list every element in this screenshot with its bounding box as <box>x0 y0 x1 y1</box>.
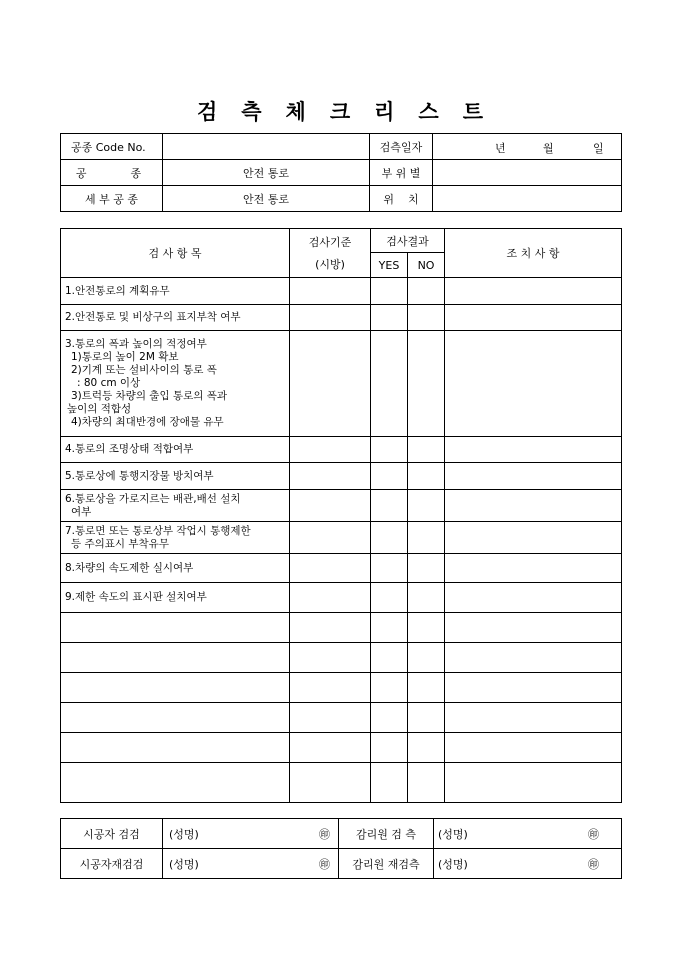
yes-cell[interactable] <box>371 305 408 331</box>
yes-cell[interactable] <box>371 763 408 803</box>
checklist-item-8: 8.차량의 속도제한 실시여부 <box>61 554 290 583</box>
checklist-item-1: 1.안전통로의 계획유무 <box>61 278 290 305</box>
item3-line1: 3.통로의 폭과 높이의 적정여부 <box>65 338 207 350</box>
date-month: 월 <box>543 141 554 155</box>
action-cell[interactable] <box>445 643 622 673</box>
col-action-header: 조 치 사 항 <box>445 229 622 278</box>
action-cell[interactable] <box>445 490 622 522</box>
standard-cell[interactable] <box>290 463 371 490</box>
yes-cell[interactable] <box>371 554 408 583</box>
header-table <box>60 133 622 212</box>
seal-icon: ㊞ <box>319 827 330 841</box>
no-cell[interactable] <box>408 703 445 733</box>
detail-value[interactable]: 안전 통로 <box>163 186 370 212</box>
sign-name-placeholder: (성명) <box>169 857 199 871</box>
table-row <box>61 463 622 490</box>
yes-cell[interactable] <box>371 437 408 463</box>
contractor-reinspect-label: 시공자재검검 <box>61 849 163 879</box>
no-cell[interactable] <box>408 583 445 613</box>
yes-cell[interactable] <box>371 278 408 305</box>
table-row <box>61 583 622 613</box>
no-cell[interactable] <box>408 733 445 763</box>
table-row <box>61 763 622 803</box>
location-value[interactable] <box>433 186 622 212</box>
yes-cell[interactable] <box>371 643 408 673</box>
standard-cell[interactable] <box>290 763 371 803</box>
supervisor-reinspect-label: 감리원 재검측 <box>339 849 434 879</box>
empty-item-cell[interactable] <box>61 643 290 673</box>
checklist-item-3 <box>61 331 290 437</box>
table-row <box>61 278 622 305</box>
item3-line7: 4)차량의 최대반경에 장애물 유무 <box>71 416 224 428</box>
yes-cell[interactable] <box>371 673 408 703</box>
table-row <box>61 305 622 331</box>
standard-cell[interactable] <box>290 278 371 305</box>
action-cell[interactable] <box>445 437 622 463</box>
standard-cell[interactable] <box>290 643 371 673</box>
checklist-item-7 <box>61 522 290 554</box>
location-label: 위 치 <box>370 186 433 212</box>
checklist-item-6 <box>61 490 290 522</box>
no-cell[interactable] <box>408 613 445 643</box>
item3-line6: 높이의 적합성 <box>67 403 132 415</box>
action-cell[interactable] <box>445 331 622 437</box>
work-code-label: 공종 Code No. <box>61 134 163 160</box>
action-cell[interactable] <box>445 733 622 763</box>
contractor-inspect-label: 시공자 검검 <box>61 819 163 849</box>
checklist-item-2: 2.안전통로 및 비상구의 표지부착 여부 <box>61 305 290 331</box>
inspect-date-label: 검측일자 <box>370 134 433 160</box>
action-cell[interactable] <box>445 703 622 733</box>
contractor-inspect-sign[interactable] <box>163 819 339 849</box>
table-row <box>61 437 622 463</box>
item7-line1: 7.통로면 또는 통로상부 작업시 통행제한 <box>65 524 251 537</box>
table-row <box>61 490 622 522</box>
item7-line2: 등 주의표시 부착유무 <box>71 537 169 550</box>
checklist-item-9: 9.제한 속도의 표시판 설치여부 <box>61 583 290 613</box>
standard-cell[interactable] <box>290 305 371 331</box>
yes-cell[interactable] <box>371 522 408 554</box>
item3-line5: 3)트럭등 차량의 출입 통로의 폭과 <box>71 390 227 402</box>
supervisor-inspect-label: 감리원 검 측 <box>339 819 434 849</box>
work-code-value[interactable] <box>163 134 370 160</box>
supervisor-inspect-sign[interactable] <box>434 819 622 849</box>
standard-cell[interactable] <box>290 437 371 463</box>
table-row <box>61 673 622 703</box>
inspect-date-value[interactable] <box>433 134 622 160</box>
col-yes-header: YES <box>371 253 408 278</box>
empty-item-cell[interactable] <box>61 703 290 733</box>
action-cell[interactable] <box>445 613 622 643</box>
empty-item-cell[interactable] <box>61 613 290 643</box>
col-result-header: 검사결과 <box>371 229 445 253</box>
empty-item-cell[interactable] <box>61 673 290 703</box>
part-label: 부 위 별 <box>370 160 433 186</box>
item3-line2: 1)통로의 높이 2M 확보 <box>71 351 179 363</box>
no-cell[interactable] <box>408 437 445 463</box>
action-cell[interactable] <box>445 554 622 583</box>
col-standard-line1: 검사기준 <box>308 236 352 249</box>
document-title: 검측체크리스트 <box>196 99 507 124</box>
no-cell[interactable] <box>408 278 445 305</box>
action-cell[interactable] <box>445 278 622 305</box>
standard-cell[interactable] <box>290 733 371 763</box>
action-cell[interactable] <box>445 522 622 554</box>
table-row <box>61 733 622 763</box>
work-label: 공 종 <box>61 160 163 186</box>
work-value[interactable]: 안전 통로 <box>163 160 370 186</box>
seal-icon: ㊞ <box>588 827 599 841</box>
action-cell[interactable] <box>445 583 622 613</box>
item6-line2: 여부 <box>71 505 92 518</box>
part-value[interactable] <box>433 160 622 186</box>
table-row <box>61 522 622 554</box>
no-cell[interactable] <box>408 522 445 554</box>
yes-cell[interactable] <box>371 583 408 613</box>
sign-name-placeholder: (성명) <box>169 827 199 841</box>
table-row <box>61 643 622 673</box>
empty-item-cell[interactable] <box>61 763 290 803</box>
action-cell[interactable] <box>445 673 622 703</box>
table-row <box>61 703 622 733</box>
action-cell[interactable] <box>445 305 622 331</box>
table-row <box>61 331 622 437</box>
checklist-table <box>60 228 622 803</box>
no-cell[interactable] <box>408 463 445 490</box>
no-cell[interactable] <box>408 305 445 331</box>
sign-name-placeholder: (성명) <box>438 857 468 871</box>
yes-cell[interactable] <box>371 463 408 490</box>
col-no-header: NO <box>408 253 445 278</box>
date-year: 년 <box>495 141 506 155</box>
item6-line1: 6.통로상을 가로지르는 배관,배선 설치 <box>65 492 241 505</box>
standard-cell[interactable] <box>290 331 371 437</box>
yes-cell[interactable] <box>371 733 408 763</box>
col-items-header: 검 사 항 목 <box>61 229 290 278</box>
standard-cell[interactable] <box>290 522 371 554</box>
date-day: 일 <box>593 141 604 155</box>
no-cell[interactable] <box>408 331 445 437</box>
yes-cell[interactable] <box>371 613 408 643</box>
standard-cell[interactable] <box>290 583 371 613</box>
standard-cell[interactable] <box>290 490 371 522</box>
no-cell[interactable] <box>408 763 445 803</box>
no-cell[interactable] <box>408 554 445 583</box>
empty-item-cell[interactable] <box>61 733 290 763</box>
detail-label: 세 부 공 종 <box>61 186 163 212</box>
no-cell[interactable] <box>408 643 445 673</box>
checklist-item-5: 5.통로상에 통행지장물 방치여부 <box>61 463 290 490</box>
standard-cell[interactable] <box>290 613 371 643</box>
item3-line4: : 80 cm 이상 <box>77 377 141 389</box>
contractor-reinspect-sign[interactable] <box>163 849 339 879</box>
sign-name-placeholder: (성명) <box>438 827 468 841</box>
action-cell[interactable] <box>445 463 622 490</box>
yes-cell[interactable] <box>371 490 408 522</box>
table-row <box>61 554 622 583</box>
action-cell[interactable] <box>445 763 622 803</box>
yes-cell[interactable] <box>371 331 408 437</box>
no-cell[interactable] <box>408 673 445 703</box>
col-standard-header <box>290 229 371 278</box>
seal-icon: ㊞ <box>319 857 330 871</box>
no-cell[interactable] <box>408 490 445 522</box>
table-row <box>61 613 622 643</box>
item3-line3: 2)기계 또는 설비사이의 통로 폭 <box>71 364 217 376</box>
standard-cell[interactable] <box>290 554 371 583</box>
signature-table <box>60 818 622 879</box>
standard-cell[interactable] <box>290 703 371 733</box>
checklist-item-4: 4.통로의 조명상태 적합여부 <box>61 437 290 463</box>
yes-cell[interactable] <box>371 703 408 733</box>
col-standard-line2: (시방) <box>315 258 345 271</box>
supervisor-reinspect-sign[interactable] <box>434 849 622 879</box>
seal-icon: ㊞ <box>588 857 599 871</box>
standard-cell[interactable] <box>290 673 371 703</box>
